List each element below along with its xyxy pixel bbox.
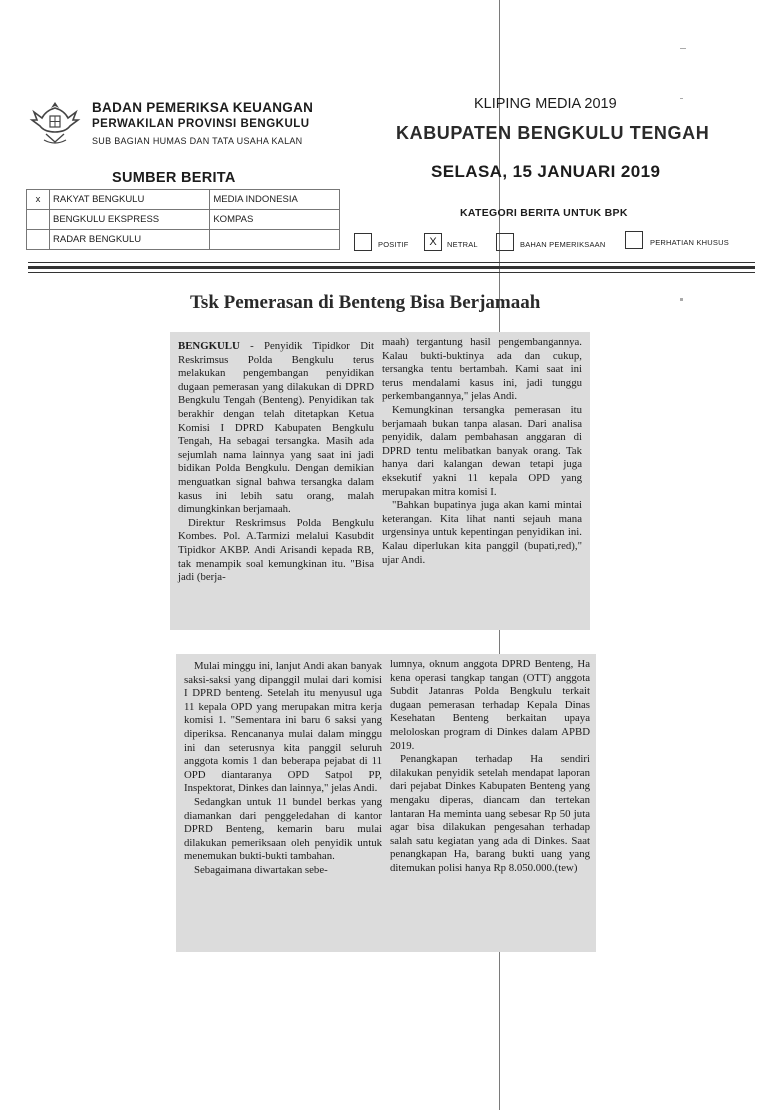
article-headline: Tsk Pemerasan di Benteng Bisa Berjamaah — [190, 292, 541, 313]
article-paragraph: Mulai minggu ini, lanjut Andi akan banyak saksi-saksi yang dipanggil mulai dari komisi I DPRD benteng. Setelah itu menyusul uga 11 kepala OPD yang merupakan mitra kerja komisi 1. "Sementara ini baru 6 saksi yang diperiksa. Rencananya mulai dalam minggu ini dan seterusnya kita panggil seluruh anggota komis 1 dan beberapa pejabat di 11 OPD diantaranya OPD Satpol PP, Inspektorat, Dinkes dan lainnya," jelas Andi. — [184, 660, 382, 795]
source-right — [210, 230, 340, 250]
checkbox-bahan-pemeriksaan[interactable] — [496, 233, 514, 251]
org-name: BADAN PEMERIKSA KEUANGAN — [92, 100, 314, 115]
source-title: SUMBER BERITA — [112, 170, 236, 186]
article-paragraph: Sebagaimana diwartakan sebe- — [194, 863, 328, 876]
source-left: BENGKULU EKSPRESS — [50, 210, 210, 230]
checkbox-label-bahan-pemeriksaan: BAHAN PEMERIKSAAN — [520, 240, 606, 249]
date-title: SELASA, 15 JANUARI 2019 — [431, 162, 661, 181]
article-column — [390, 658, 590, 876]
article-column — [184, 660, 382, 878]
org-branch: PERWAKILAN PROVINSI BENGKULU — [92, 118, 310, 130]
article-column — [382, 336, 582, 567]
scan-speck — [680, 98, 683, 99]
divider — [28, 262, 755, 263]
article-column — [178, 340, 374, 585]
article-paragraph: maah) tergantung hasil pengembangannya. Kalau bukti-buktinya ada dan cukup, tersangka tentu bertambah. Kami saat ini terus mendalami kasus ini, jadi tunggu perkembangannya," jelas Andi. — [382, 336, 582, 403]
checkbox-label-netral: NETRAL — [447, 240, 478, 249]
scan-speck — [680, 48, 686, 49]
checkbox-perhatian-khusus[interactable] — [625, 231, 643, 249]
region-title: KABUPATEN BENGKULU TENGAH — [396, 123, 710, 143]
divider — [28, 266, 755, 269]
article-paragraph: Kemungkinan tersangka pemerasan itu berjamaah bukan tanpa alasan. Dari analisa penyidik, dalam pembahasan anggaran di DPRD tentu melibatkan banyak orang. Tak hanya dari kalangan dewan tetapi juga eksekutif yakni 11 kepala OPD yang merupakan mitra komisi I. — [382, 403, 582, 498]
checkbox-netral[interactable]: X — [424, 233, 442, 251]
source-right: MEDIA INDONESIA — [210, 190, 340, 210]
checkbox-label-perhatian-khusus: PERHATIAN KHUSUS — [650, 238, 729, 247]
article-paragraph: Sedangkan untuk 11 bundel berkas yang diamankan dari penggeledahan di kantor DPRD Benteng, kemarin baru mulai dilakukan pemeriksaan oleh penyidik untuk menemukan bukti-bukti tambahan. — [184, 795, 382, 863]
org-subdivision: SUB BAGIAN HUMAS DAN TATA USAHA KALAN — [92, 136, 303, 146]
source-left: RAKYAT BENGKULU — [50, 190, 210, 210]
kliping-title: KLIPING MEDIA 2019 — [474, 96, 617, 112]
article-paragraph: Penangkapan terhadap Ha sendiri dilakukan penyidik setelah mendapat laporan dari pejabat Dinkes Kabupaten Benteng yang mengaku diperas, diancam dan tertekan lantaran Ha meminta uang sebesar Rp 50 juta agar bisa dilakukan pengesahan terhadap salah satu kegiatan yang ada di Dinkes. Saat penangkapan Ha, barang bukti uang yang ditemukan polisi hanya Rp 8.050.000.(tew) — [390, 753, 590, 874]
source-row — [27, 190, 340, 210]
checkbox-positif[interactable] — [354, 233, 372, 251]
source-left: RADAR BENGKULU — [50, 230, 210, 250]
source-mark — [27, 230, 50, 250]
article-paragraph — [178, 340, 374, 517]
source-row — [27, 230, 340, 250]
article-clipping — [176, 654, 596, 952]
garuda-emblem-icon — [28, 96, 82, 150]
source-mark: x — [27, 190, 50, 210]
source-row — [27, 210, 340, 230]
source-mark — [27, 210, 50, 230]
source-right: KOMPAS — [210, 210, 340, 230]
article-paragraph: "Bahkan bupatinya juga akan kami mintai keterangan. Kita lihat nanti sejauh mana urgensinya untuk kepentingan penyidikan ini. Kalau diperlukan kita panggil (bupati,red)," ujar Andi. — [382, 499, 582, 566]
article-text: - Penyidik Tipidkor Dit Reskrimsus Polda Bengkulu terus melakukan pengembangan penyidikan dugaan pemerasan yang dilakukan di DPRD Bengkulu Tengah (Benteng). Penyidikan tak berakhir dengan telah ditetapkan Ketua Komisi I DPRD Kabupaten Bengkulu Tengah, Ha sebagai tersangka. Masih ada sejumlah nama lainnya yang saat ini jadi bidikan Polda Bengkulu. Dengan demikian menguatkan signal bahwa tersangka dalam kasus ini lebih satu orang, malah dimungkinkan berjamaah. — [178, 340, 374, 516]
divider — [28, 272, 755, 273]
article-dateline: BENGKULU — [178, 340, 240, 352]
checkbox-label-positif: POSITIF — [378, 240, 409, 249]
article-paragraph: Direktur Reskrimsus Polda Bengkulu Kombes. Pol. A.Tarmizi melalui Kasubdit Tipidkor AKBP. Andi Arisandi kepada RB, tak menampik soal kemungkinan itu. "Bisa jadi (berja- — [178, 516, 374, 584]
article-clipping — [170, 332, 590, 630]
article-paragraph: lumnya, oknum anggota DPRD Benteng, Ha kena operasi tangkap tangan (OTT) anggota Subdit Jatanras Polda Bengkulu terkait dugaan pemerasan terhadap Kepala Dinas Kesehatan Benteng berkaitan upaya meloloskan program di Dinkes dalam APBD 2019. — [390, 658, 590, 752]
scan-speck — [680, 298, 683, 301]
source-table — [26, 189, 340, 250]
category-title: KATEGORI BERITA UNTUK BPK — [460, 207, 628, 219]
